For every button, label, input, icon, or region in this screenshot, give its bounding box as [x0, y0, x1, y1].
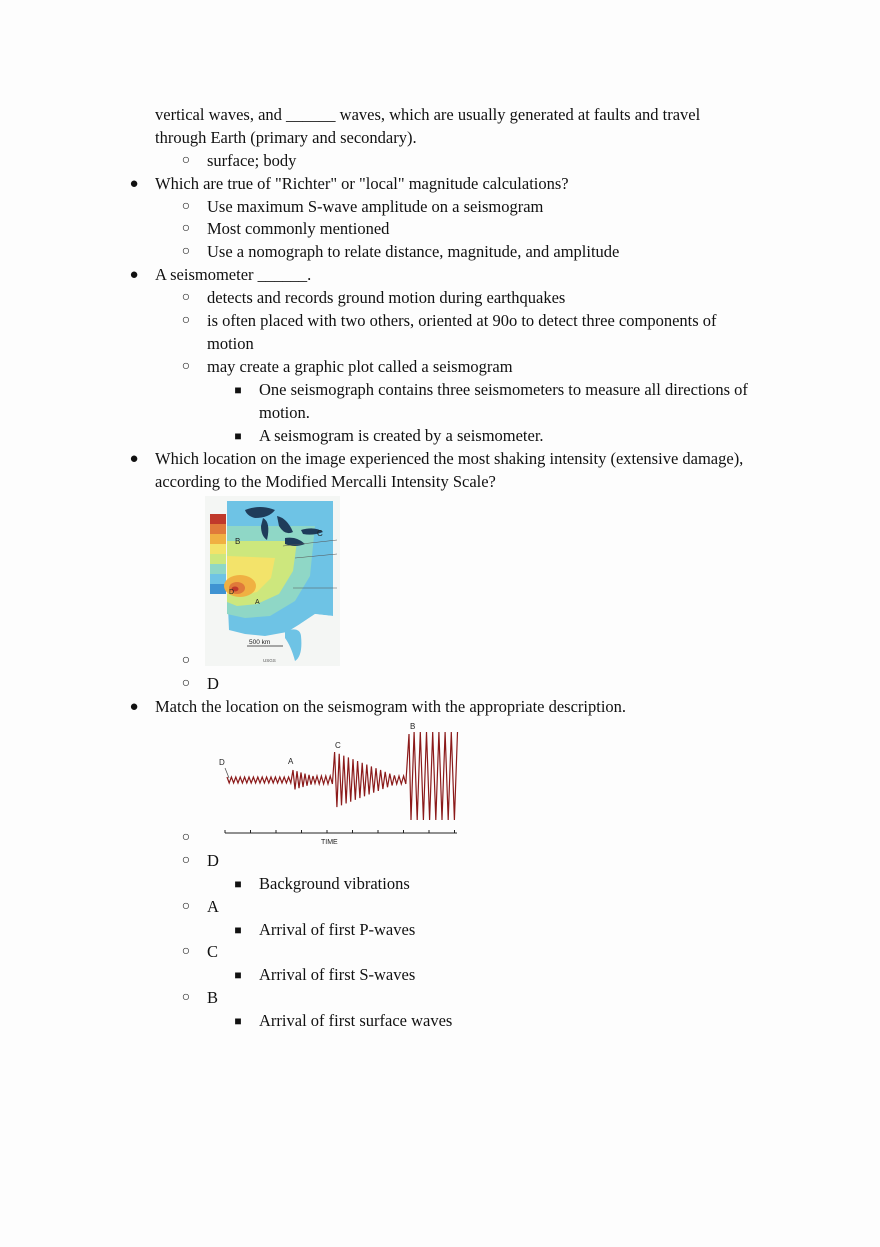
intensity-answer: D [207, 674, 219, 693]
match-letter: B [207, 988, 219, 1007]
hollow-bullet: ○ [181, 830, 191, 845]
richter-question: Which are true of "Richter" or "local" magnitude calculations? [155, 174, 569, 193]
hollow-bullet: ○ [181, 899, 191, 914]
map-label-b: B [235, 537, 241, 546]
map-label-a: A [255, 599, 260, 606]
hollow-bullet: ○ [181, 153, 191, 168]
square-bullet: ■ [234, 383, 242, 397]
match-description: Arrival of first S-waves [259, 965, 416, 984]
match-description: Arrival of first surface waves [259, 1011, 453, 1030]
square-bullet: ■ [234, 429, 242, 443]
bullet: ● [129, 451, 139, 467]
intensity-question-continued: according to the Modified Mercalli Intensity Scale? [155, 472, 496, 491]
bullet: ● [129, 176, 139, 192]
richter-option: Most commonly mentioned [207, 219, 390, 238]
richter-option: Use a nomograph to relate distance, magnitude, and amplitude [207, 242, 620, 261]
hollow-bullet: ○ [181, 653, 191, 668]
map-scale-label: 500 km [249, 639, 271, 646]
seismogram-trace [227, 732, 458, 820]
match-description: Arrival of first P-waves [259, 920, 416, 939]
seismometer-option: is often placed with two others, oriented at 90o to detect three components of [207, 311, 717, 330]
seismometer-subpoint: One seismograph contains three seismometers to measure all directions of [259, 380, 748, 399]
seismogram-label-b: B [410, 722, 416, 731]
square-bullet: ■ [234, 877, 242, 891]
seismogram-label-c: C [335, 741, 341, 750]
intensity-question: Which location on the image experienced the most shaking intensity (extensive damage), [155, 449, 744, 468]
hollow-bullet: ○ [181, 221, 191, 236]
map-label-c: C [317, 529, 323, 538]
hollow-bullet: ○ [181, 199, 191, 214]
map-label-d: D [229, 589, 235, 596]
bullet: ● [129, 699, 139, 715]
seismometer-subpoint-continued: motion. [259, 403, 310, 422]
square-bullet: ■ [234, 1014, 242, 1028]
seismometer-option: may create a graphic plot called a seismogram [207, 357, 513, 376]
seismometer-question: A seismometer ______. [155, 265, 312, 284]
seismogram-question: Match the location on the seismogram with the appropriate description. [155, 697, 627, 716]
seismogram-label-a: A [288, 757, 294, 766]
square-bullet: ■ [234, 968, 242, 982]
seismogram-figure [215, 720, 465, 850]
seismometer-option-continued: motion [207, 334, 254, 353]
seismogram-label-d: D [219, 758, 225, 767]
map-credit: USGS [263, 658, 276, 663]
bullet: ● [129, 267, 139, 283]
intro-answer: surface; body [207, 151, 297, 170]
match-description: Background vibrations [259, 874, 410, 893]
match-letter: A [207, 897, 219, 916]
hollow-bullet: ○ [181, 359, 191, 374]
richter-option: Use maximum S-wave amplitude on a seismogram [207, 197, 544, 216]
match-letter: D [207, 851, 219, 870]
match-letter: C [207, 942, 219, 961]
hollow-bullet: ○ [181, 313, 191, 328]
intro-line-1: vertical waves, and ______ waves, which are usually generated at faults and travel [155, 105, 701, 124]
hollow-bullet: ○ [181, 944, 191, 959]
intensity-map-figure [205, 496, 340, 666]
square-bullet: ■ [234, 923, 242, 937]
hollow-bullet: ○ [181, 990, 191, 1005]
hollow-bullet: ○ [181, 290, 191, 305]
hollow-bullet: ○ [181, 244, 191, 259]
seismometer-option: detects and records ground motion during earthquakes [207, 288, 566, 307]
hollow-bullet: ○ [181, 853, 191, 868]
seismometer-subpoint: A seismogram is created by a seismometer. [259, 426, 544, 445]
hollow-bullet: ○ [181, 676, 191, 691]
intro-line-2: through Earth (primary and secondary). [155, 128, 417, 147]
time-axis-label: TIME [321, 839, 338, 846]
